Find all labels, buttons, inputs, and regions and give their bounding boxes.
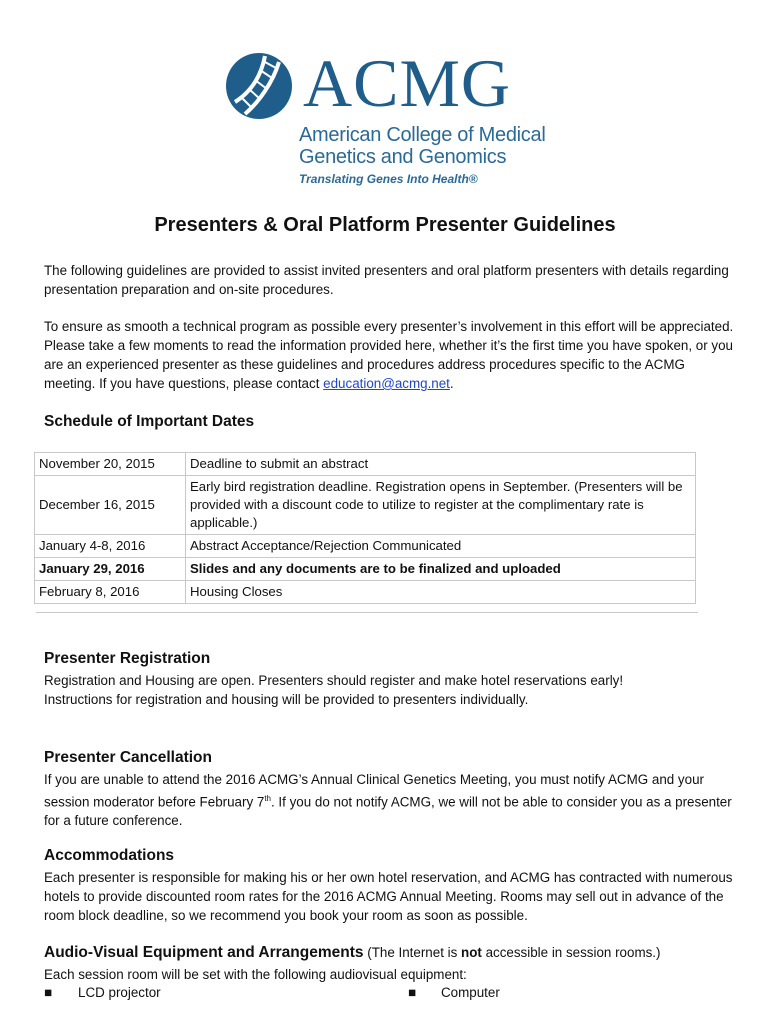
table-row <box>35 535 696 558</box>
date-cell: November 20, 2015 <box>35 453 186 476</box>
event-cell: Early bird registration deadline. Registration opens in September. (Presenters will be provided with a discount code to utilize to register at the complimentary rate is applicable.) <box>186 476 696 535</box>
dna-globe-icon <box>225 52 293 120</box>
event-cell: Deadline to submit an abstract <box>186 453 696 476</box>
av-note <box>367 945 660 960</box>
list-item-label: LCD projector <box>78 985 161 1000</box>
event-cell: Slides and any documents are to be finalized and uploaded <box>186 558 696 581</box>
contact-email-link[interactable]: education@acmg.net <box>323 376 450 391</box>
square-bullet-icon: ■ <box>408 985 417 1000</box>
cancellation-paragraph <box>44 770 734 830</box>
av-heading: Audio-Visual Equipment and Arrangements <box>44 944 364 961</box>
av-note-post: accessible in session rooms.) <box>481 945 661 960</box>
registration-heading: Presenter Registration <box>44 650 211 667</box>
square-bullet-icon: ■ <box>44 985 53 1000</box>
table-row <box>35 453 696 476</box>
paragraph-end: . <box>449 376 454 391</box>
technical-program-paragraph <box>44 317 734 393</box>
av-note-pre: (The Internet is <box>367 945 462 960</box>
table-row <box>35 558 696 581</box>
paragraph-text: To ensure as smooth a technical program as possible every presenter’s involvement in this effort will be appreciated. Please take a few moments to read the information provided here, whether it’s the first time you have spoken, or you are an experienced presenter as these guidelines and procedures address procedures specific to the ACMG meeting. If you have questions, please contact <box>44 319 734 391</box>
page-title: Presenters & Oral Platform Presenter Guidelines <box>154 214 616 236</box>
date-cell: January 4-8, 2016 <box>35 535 186 558</box>
accommodations-paragraph: Each presenter is responsible for making his or her own hotel reservation, and ACMG has contracted with numerous hotels to provide discounted room rates for the 2016 ACMG Annual Meeting. Rooms may sell out in advance of the room block deadline, so we recommend you book your room as soon as possible. <box>44 870 733 923</box>
cancellation-text-1: If you are unable to attend the 2016 ACMG’s Annual Clinical Genetics Meeting, you must notify ACMG and your session moderator before February 7 <box>44 772 704 810</box>
logo-wordmark: ACMG <box>303 45 512 121</box>
registration-line-2: Instructions for registration and housing will be provided to presenters individually. <box>44 692 529 707</box>
av-intro: Each session room will be set with the following audiovisual equipment: <box>44 967 467 982</box>
intro-paragraph: The following guidelines are provided to assist invited presenters and oral platform presenters with details regarding presentation preparation and on-site procedures. <box>44 263 729 297</box>
av-note-bold: not <box>461 945 482 960</box>
accommodations-heading: Accommodations <box>44 847 175 864</box>
schedule-heading: Schedule of Important Dates <box>44 413 255 430</box>
schedule-table <box>34 452 696 604</box>
date-cell: December 16, 2015 <box>35 476 186 535</box>
table-row <box>35 476 696 535</box>
cancellation-heading: Presenter Cancellation <box>44 749 212 766</box>
logo-org-line1: American College of Medical <box>299 124 546 146</box>
av-heading-line <box>44 944 660 962</box>
cancellation-text-2: . If you do not notify ACMG, we will not be able to consider you as a presenter for a future conference. <box>44 794 732 829</box>
date-cell: February 8, 2016 <box>35 581 186 604</box>
date-cell: January 29, 2016 <box>35 558 186 581</box>
event-cell: Abstract Acceptance/Rejection Communicated <box>186 535 696 558</box>
divider <box>36 612 698 613</box>
superscript: th <box>264 794 271 803</box>
registration-line-1: Registration and Housing are open. Presenters should register and make hotel reservations early! <box>44 673 624 688</box>
logo-org-line2: Genetics and Genomics <box>299 146 507 168</box>
table-row <box>35 581 696 604</box>
list-item <box>44 985 161 1000</box>
logo-tagline: Translating Genes Into Health® <box>299 172 478 186</box>
list-item-label: Computer <box>441 985 500 1000</box>
acmg-logo <box>225 45 555 193</box>
event-cell: Housing Closes <box>186 581 696 604</box>
list-item <box>408 985 500 1000</box>
